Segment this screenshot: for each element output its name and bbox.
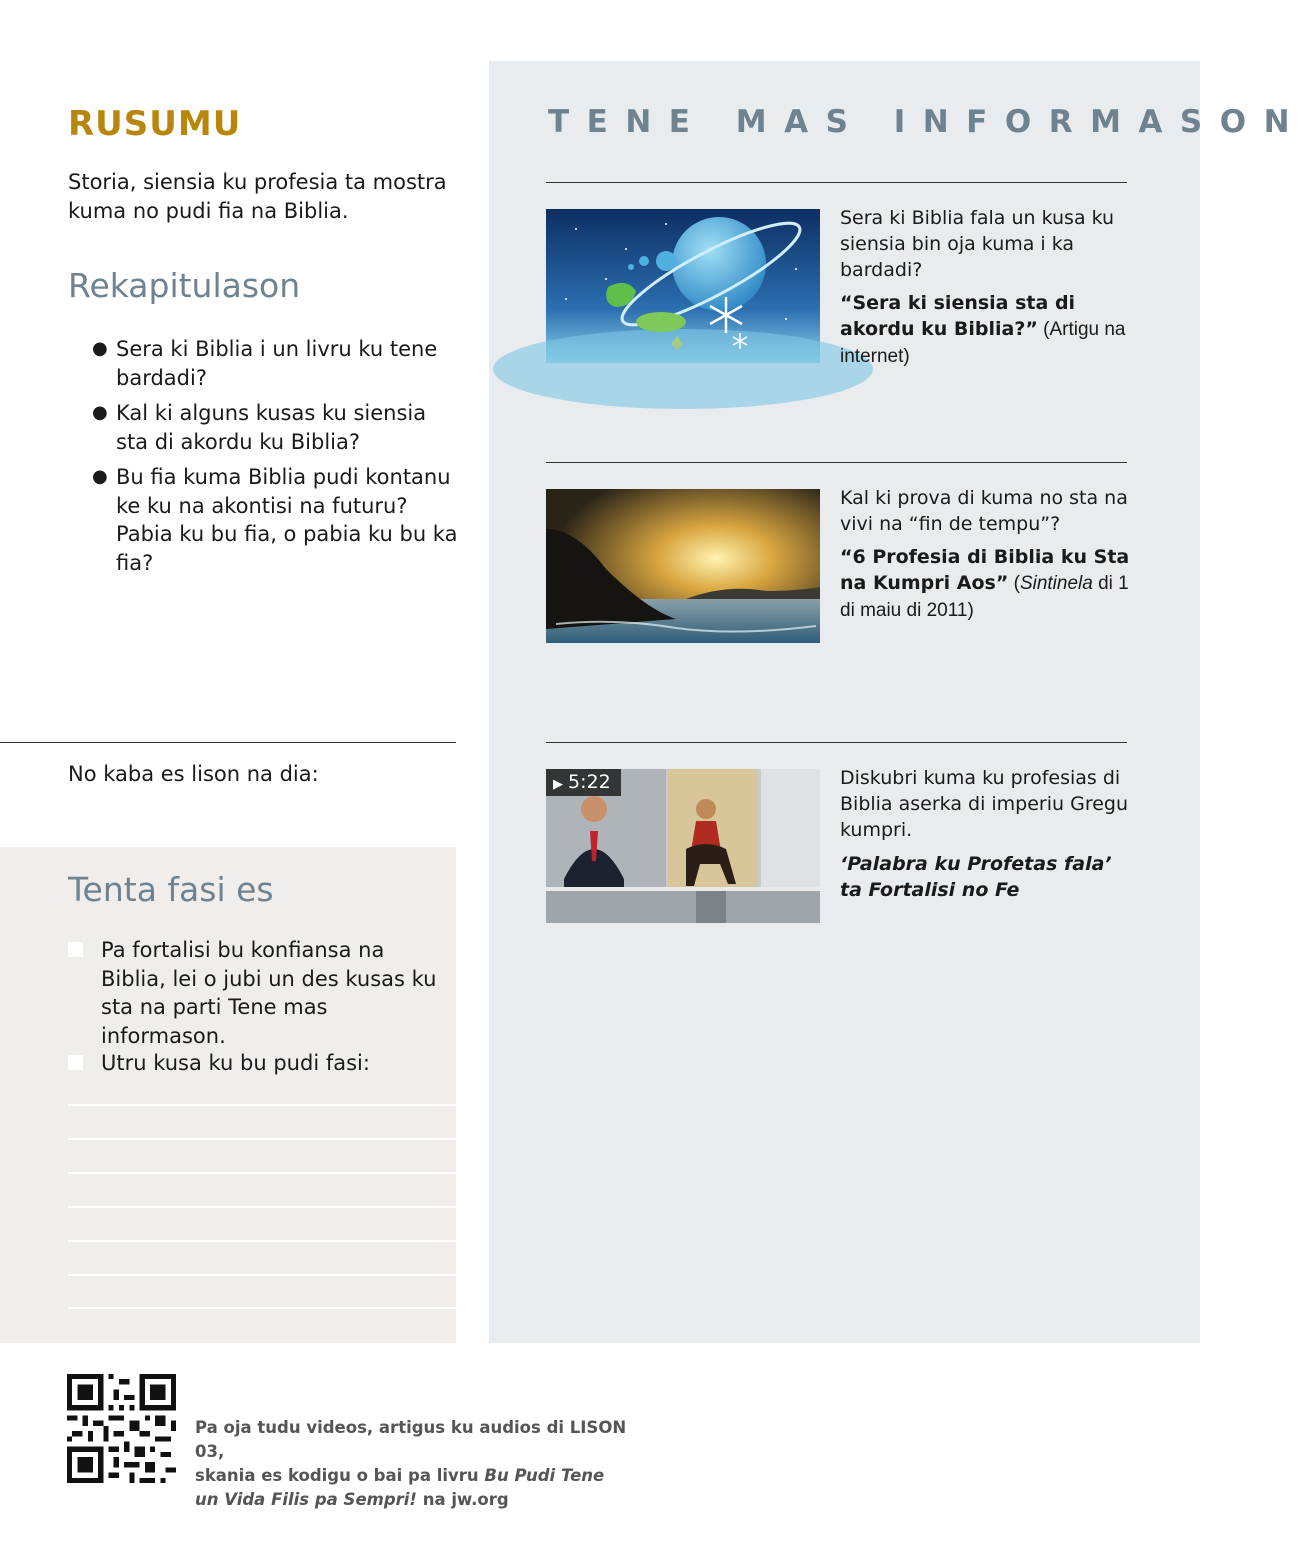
checkbox-2[interactable] — [68, 1055, 83, 1070]
reference-description: Diskubri kuma ku profesias di Biblia aserka di imperiu Gregu kumpri. — [840, 767, 1129, 841]
summary-text: Storia, siensia ku profesia ta mostra kuma no pudi fia na Biblia. — [68, 170, 447, 223]
divider — [546, 182, 1127, 183]
bullet-icon: ● — [92, 402, 108, 423]
reference-description: Sera ki Biblia fala un kusa ku siensia bin oja kuma i ka bardadi? — [840, 207, 1115, 281]
write-line[interactable] — [68, 1307, 456, 1309]
video-duration-badge: ▶ 5:22 — [546, 769, 621, 796]
summary-title: RUSUMU — [68, 104, 242, 144]
divider — [0, 742, 456, 743]
reference-description: Kal ki prova di kuma no sta na vivi na “fin de tempu”? — [840, 487, 1128, 535]
bullet-icon: ● — [92, 338, 108, 359]
write-line[interactable] — [68, 1172, 456, 1174]
write-line[interactable] — [68, 1206, 456, 1208]
footer-text: Pa oja tudu videos, artigus ku audios di LISON 03, skania es kodigu o bai pa livru Bu Pudi Tene un Vida Filis pa Sempri! na jw.org — [195, 1418, 627, 1509]
play-icon[interactable]: ▶ — [553, 777, 563, 792]
reference-link[interactable]: ‘Palabra ku Profetas fala’ ta Fortalisi no Fe — [840, 853, 1112, 901]
recap-item: ● Bu fia kuma Biblia pudi kontanu ke ku na akontisi na futuru? Pabia ku bu fia, o pabia ku bu ka fia? — [92, 465, 458, 575]
try-title: Tenta fasi es — [68, 870, 274, 909]
lesson-done-label: No kaba es lison na dia: — [68, 762, 319, 786]
more-info-title: TENE MAS INFORMASON — [548, 104, 1307, 140]
recap-title: Rekapitulason — [68, 266, 301, 305]
recap-list — [88, 335, 458, 584]
write-line[interactable] — [68, 1138, 456, 1140]
try-item-1: Pa fortalisi bu konfiansa na Biblia, lei o jubi un des kusas ku sta na parti Tene mas informason. — [101, 938, 437, 1048]
checkbox-1[interactable] — [68, 942, 83, 957]
bullet-icon: ● — [92, 466, 108, 487]
try-box — [0, 847, 456, 1343]
planet-snowflake-leaves-image[interactable] — [546, 209, 820, 363]
try-item-2: Utru kusa ku bu pudi fasi: — [101, 1051, 370, 1075]
divider — [546, 462, 1127, 463]
write-line[interactable] — [68, 1274, 456, 1276]
divider — [546, 742, 1127, 743]
reference-link[interactable]: “Sera ki siensia sta di akordu ku Biblia?” (Artigu na internet) — [840, 292, 1126, 367]
write-line[interactable] — [68, 1240, 456, 1242]
recap-item: ● Sera ki Biblia i un livru ku tene bardadi? — [92, 337, 438, 390]
qr-code-icon[interactable] — [67, 1374, 176, 1483]
sunset-landscape-image[interactable] — [546, 489, 820, 643]
reference-link[interactable]: “6 Profesia di Biblia ku Sta na Kumpri Aos” (Sintinela di 1 di maiu di 2011) — [840, 546, 1130, 621]
write-line[interactable] — [68, 1104, 456, 1106]
recap-item: ● Kal ki alguns kusas ku siensia sta di akordu ku Biblia? — [92, 401, 427, 454]
